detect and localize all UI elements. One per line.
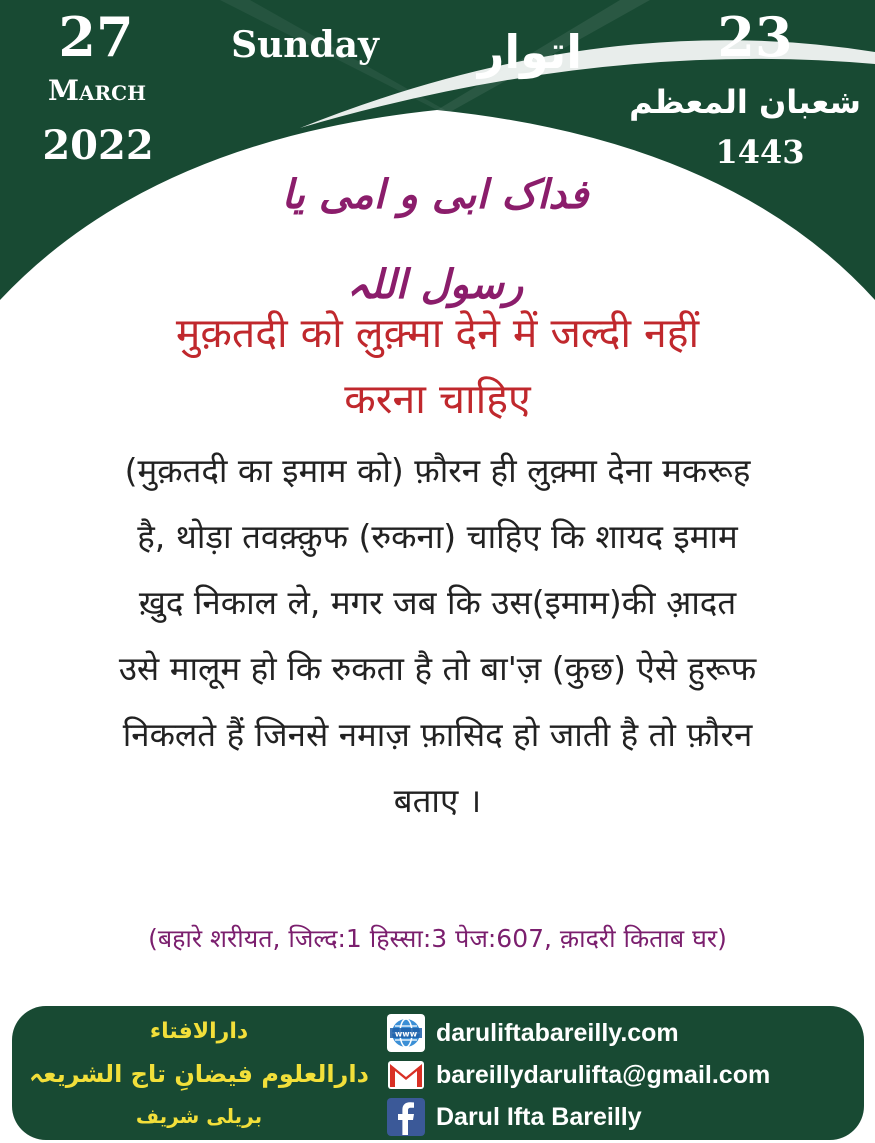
email-text: bareillydarulifta@gmail.com	[436, 1060, 771, 1089]
title-line: करना चाहिए	[344, 375, 531, 423]
website-link[interactable]	[386, 1013, 679, 1053]
gregorian-day: 27	[58, 5, 134, 69]
facebook-icon	[386, 1097, 426, 1137]
globe-icon	[386, 1013, 426, 1053]
body-line: है, थोड़ा तवक़्क़ुफ (रुकना) चाहिए कि शायद इमाम	[137, 517, 738, 556]
title-line: मुक़तदी को लुक़्मा देने में जल्दी नहीं	[175, 309, 700, 357]
footer-urdu-line: دارالعلوم فیضانِ تاج الشریعہ	[29, 1060, 369, 1088]
svg-text:www: www	[394, 1029, 418, 1039]
weekday-english: Sunday	[231, 24, 379, 66]
calligraphy-logo: فداک ابی و امی یا رسول اللہ	[281, 171, 589, 308]
hijri-year: 1443	[715, 133, 805, 171]
footer-urdu-line: دارالافتاء	[149, 1019, 249, 1044]
body-line: ख़ुद निकाल ले, मगर जब कि उस(इमाम)की आ़दत	[138, 583, 737, 622]
gmail-icon	[386, 1055, 426, 1095]
hijri-day: 23	[717, 5, 793, 69]
website-text: daruliftabareilly.com	[436, 1018, 679, 1047]
hijri-month: شعبان المعظم	[629, 83, 861, 121]
facebook-link[interactable]	[386, 1097, 642, 1137]
body-line: उसे मालूम हो कि रुकता है तो बा'ज़ (कुछ) ऐसे हुरूफ	[118, 649, 757, 688]
footer-urdu-line: بریلی شریف	[135, 1104, 263, 1128]
gregorian-year: 2022	[42, 122, 154, 169]
gregorian-month: March	[48, 74, 146, 107]
facebook-text: Darul Ifta Bareilly	[436, 1102, 642, 1131]
reference-citation: (बहारे शरीयत, जिल्द:1 हिस्सा:3 पेज:607, क़ादरी किताब घर)	[148, 924, 727, 953]
email-link[interactable]	[386, 1055, 770, 1095]
body-line: बताए ।	[393, 781, 482, 820]
body-line: (मुक़तदी का इमाम को) फ़ौरन ही लुक़्मा देना मकरूह	[124, 451, 751, 490]
weekday-urdu: اتوار	[477, 25, 583, 79]
body-line: निकलते हैं जिनसे नमाज़ फ़ासिद हो जाती है तो फ़ौरन	[122, 715, 753, 754]
article-title	[40, 300, 835, 432]
article-body	[30, 438, 845, 834]
